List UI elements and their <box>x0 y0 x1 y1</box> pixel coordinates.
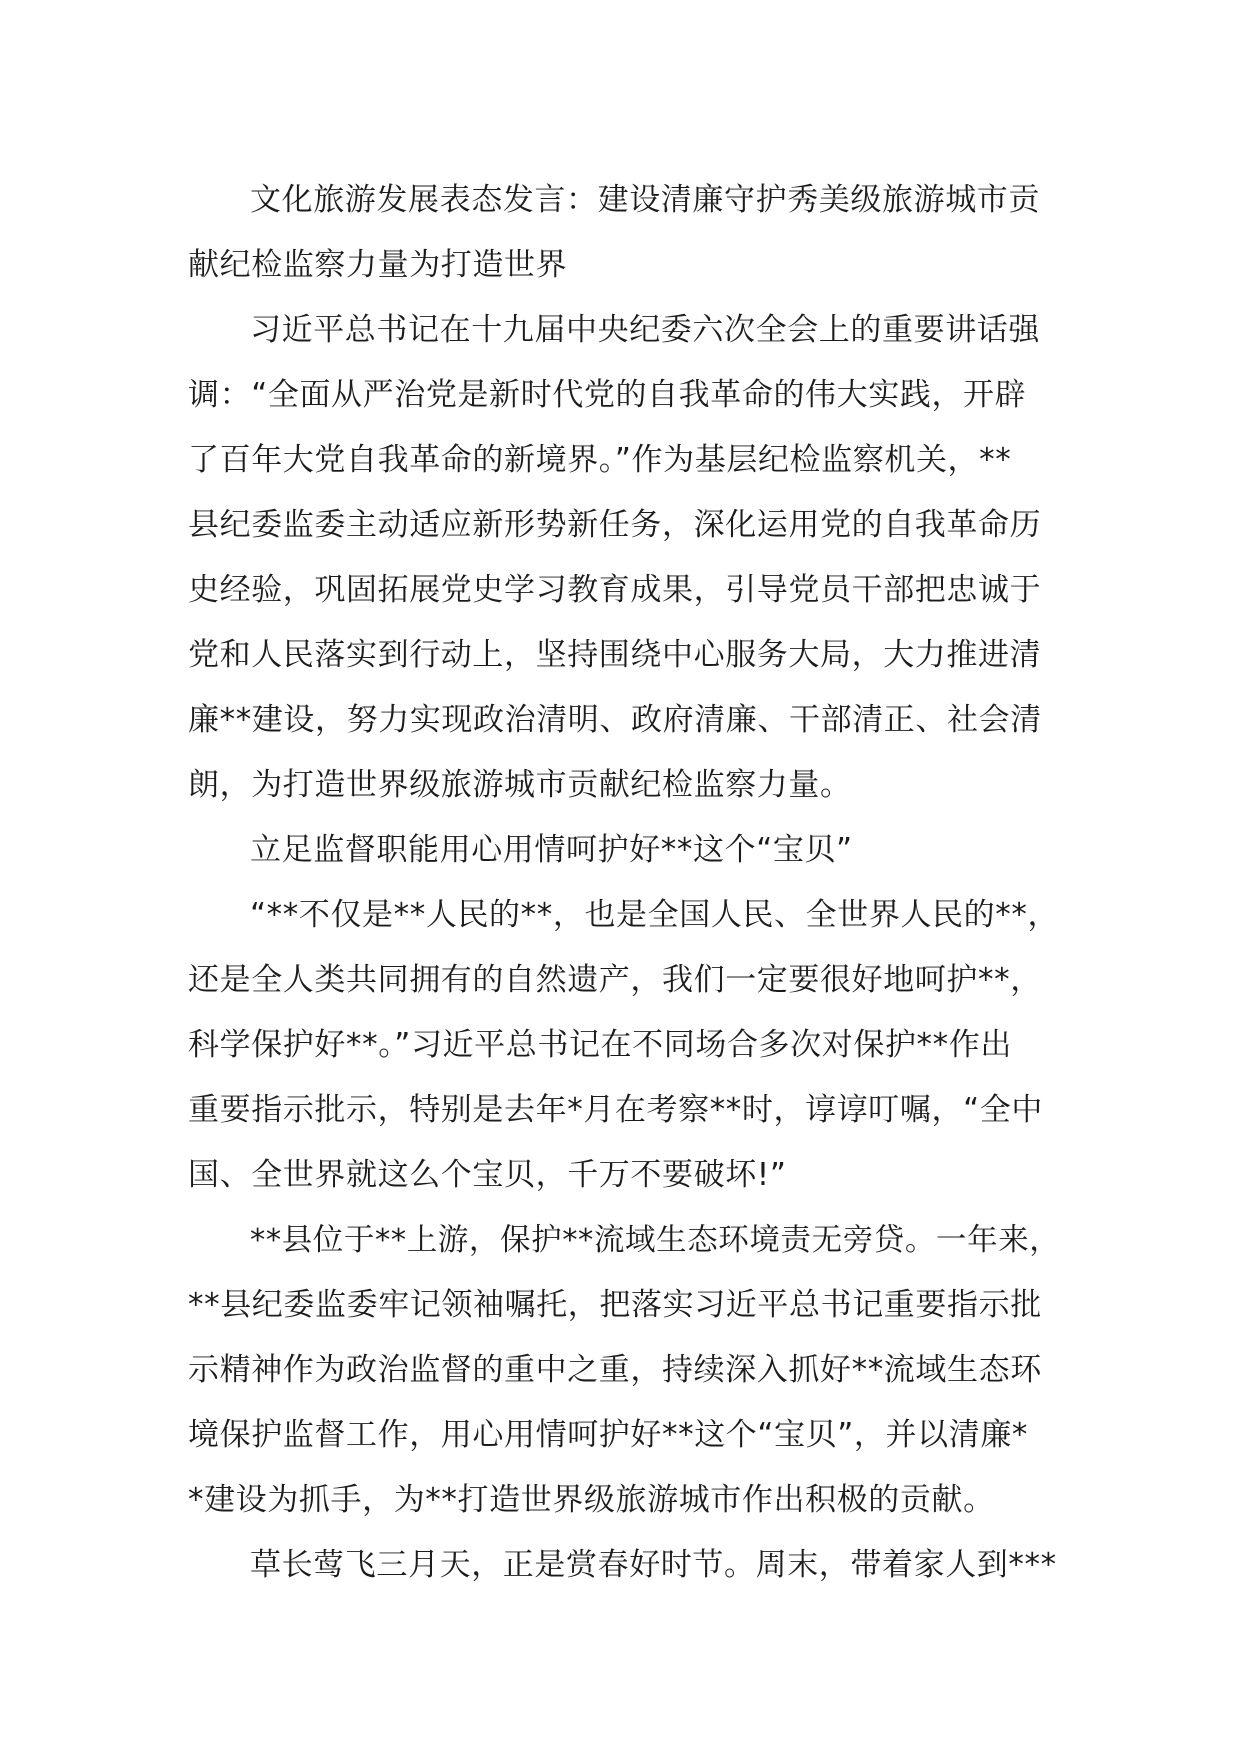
title-line-1: 文化旅游发展表态发言：建设清廉守护秀美级旅游城市贡 <box>250 182 1040 218</box>
paragraph-line: 县纪委监委主动适应新形势新任务，深化运用党的自我革命历 <box>188 507 1042 543</box>
title-line-2: 献纪检监察力量为打造世界 <box>188 247 568 283</box>
paragraph-line: **县位于**上游，保护**流域生态环境责无旁贷。一年来， <box>250 1223 1061 1258</box>
paragraph-line: 调：“全面从严治党是新时代党的自我革命的伟大实践，开辟 <box>188 377 1027 413</box>
paragraph-line: *建设为抓手，为**打造世界级旅游城市作出积极的贡献。 <box>188 1482 995 1518</box>
paragraph-line: 境保护监督工作，用心用情呵护好**这个“宝贝”，并以清廉* <box>188 1417 1029 1453</box>
section-heading: 立足监督职能用心用情呵护好**这个“宝贝” <box>250 832 853 868</box>
paragraph-line: **县纪委监委牢记领袖嘱托，把落实习近平总书记重要指示批 <box>188 1287 1042 1323</box>
paragraph-line: 朗，为打造世界级旅游城市贡献纪检监察力量。 <box>188 767 852 803</box>
paragraph-line: 党和人民落实到行动上，坚持围绕中心服务大局，大力推进清 <box>188 637 1042 673</box>
paragraph-line: 廉**建设，努力实现政治清明、政府清廉、干部清正、社会清 <box>188 702 1042 738</box>
paragraph-line: 史经验，巩固拓展党史学习教育成果，引导党员干部把忠诚于 <box>188 572 1042 608</box>
paragraph-line: 草长莺飞三月天，正是赏春好时节。周末，带着家人到*** <box>250 1547 1057 1583</box>
paragraph-line: 国、全世界就这么个宝贝，千万不要破坏!” <box>188 1157 787 1193</box>
paragraph-line: 还是全人类共同拥有的自然遗产，我们一定要很好地呵护**， <box>188 962 1042 998</box>
paragraph-line: “**不仅是**人民的**，也是全国人民、全世界人民的**， <box>250 897 1060 933</box>
paragraph-line: 科学保护好**。”习近平总书记在不同场合多次对保护**作出 <box>188 1027 1012 1063</box>
paragraph-line: 习近平总书记在十九届中央纪委六次全会上的重要讲话强 <box>250 312 1040 348</box>
paragraph-line: 了百年大党自我革命的新境界。”作为基层纪检监察机关，** <box>188 442 1012 478</box>
paragraph-line: 示精神作为政治监督的重中之重，持续深入抓好**流域生态环 <box>188 1352 1042 1388</box>
paragraph-line: 重要指示批示，特别是去年*月在考察**时，谆谆叮嘱，“全中 <box>188 1092 1043 1128</box>
document-body <box>188 168 1068 1598</box>
